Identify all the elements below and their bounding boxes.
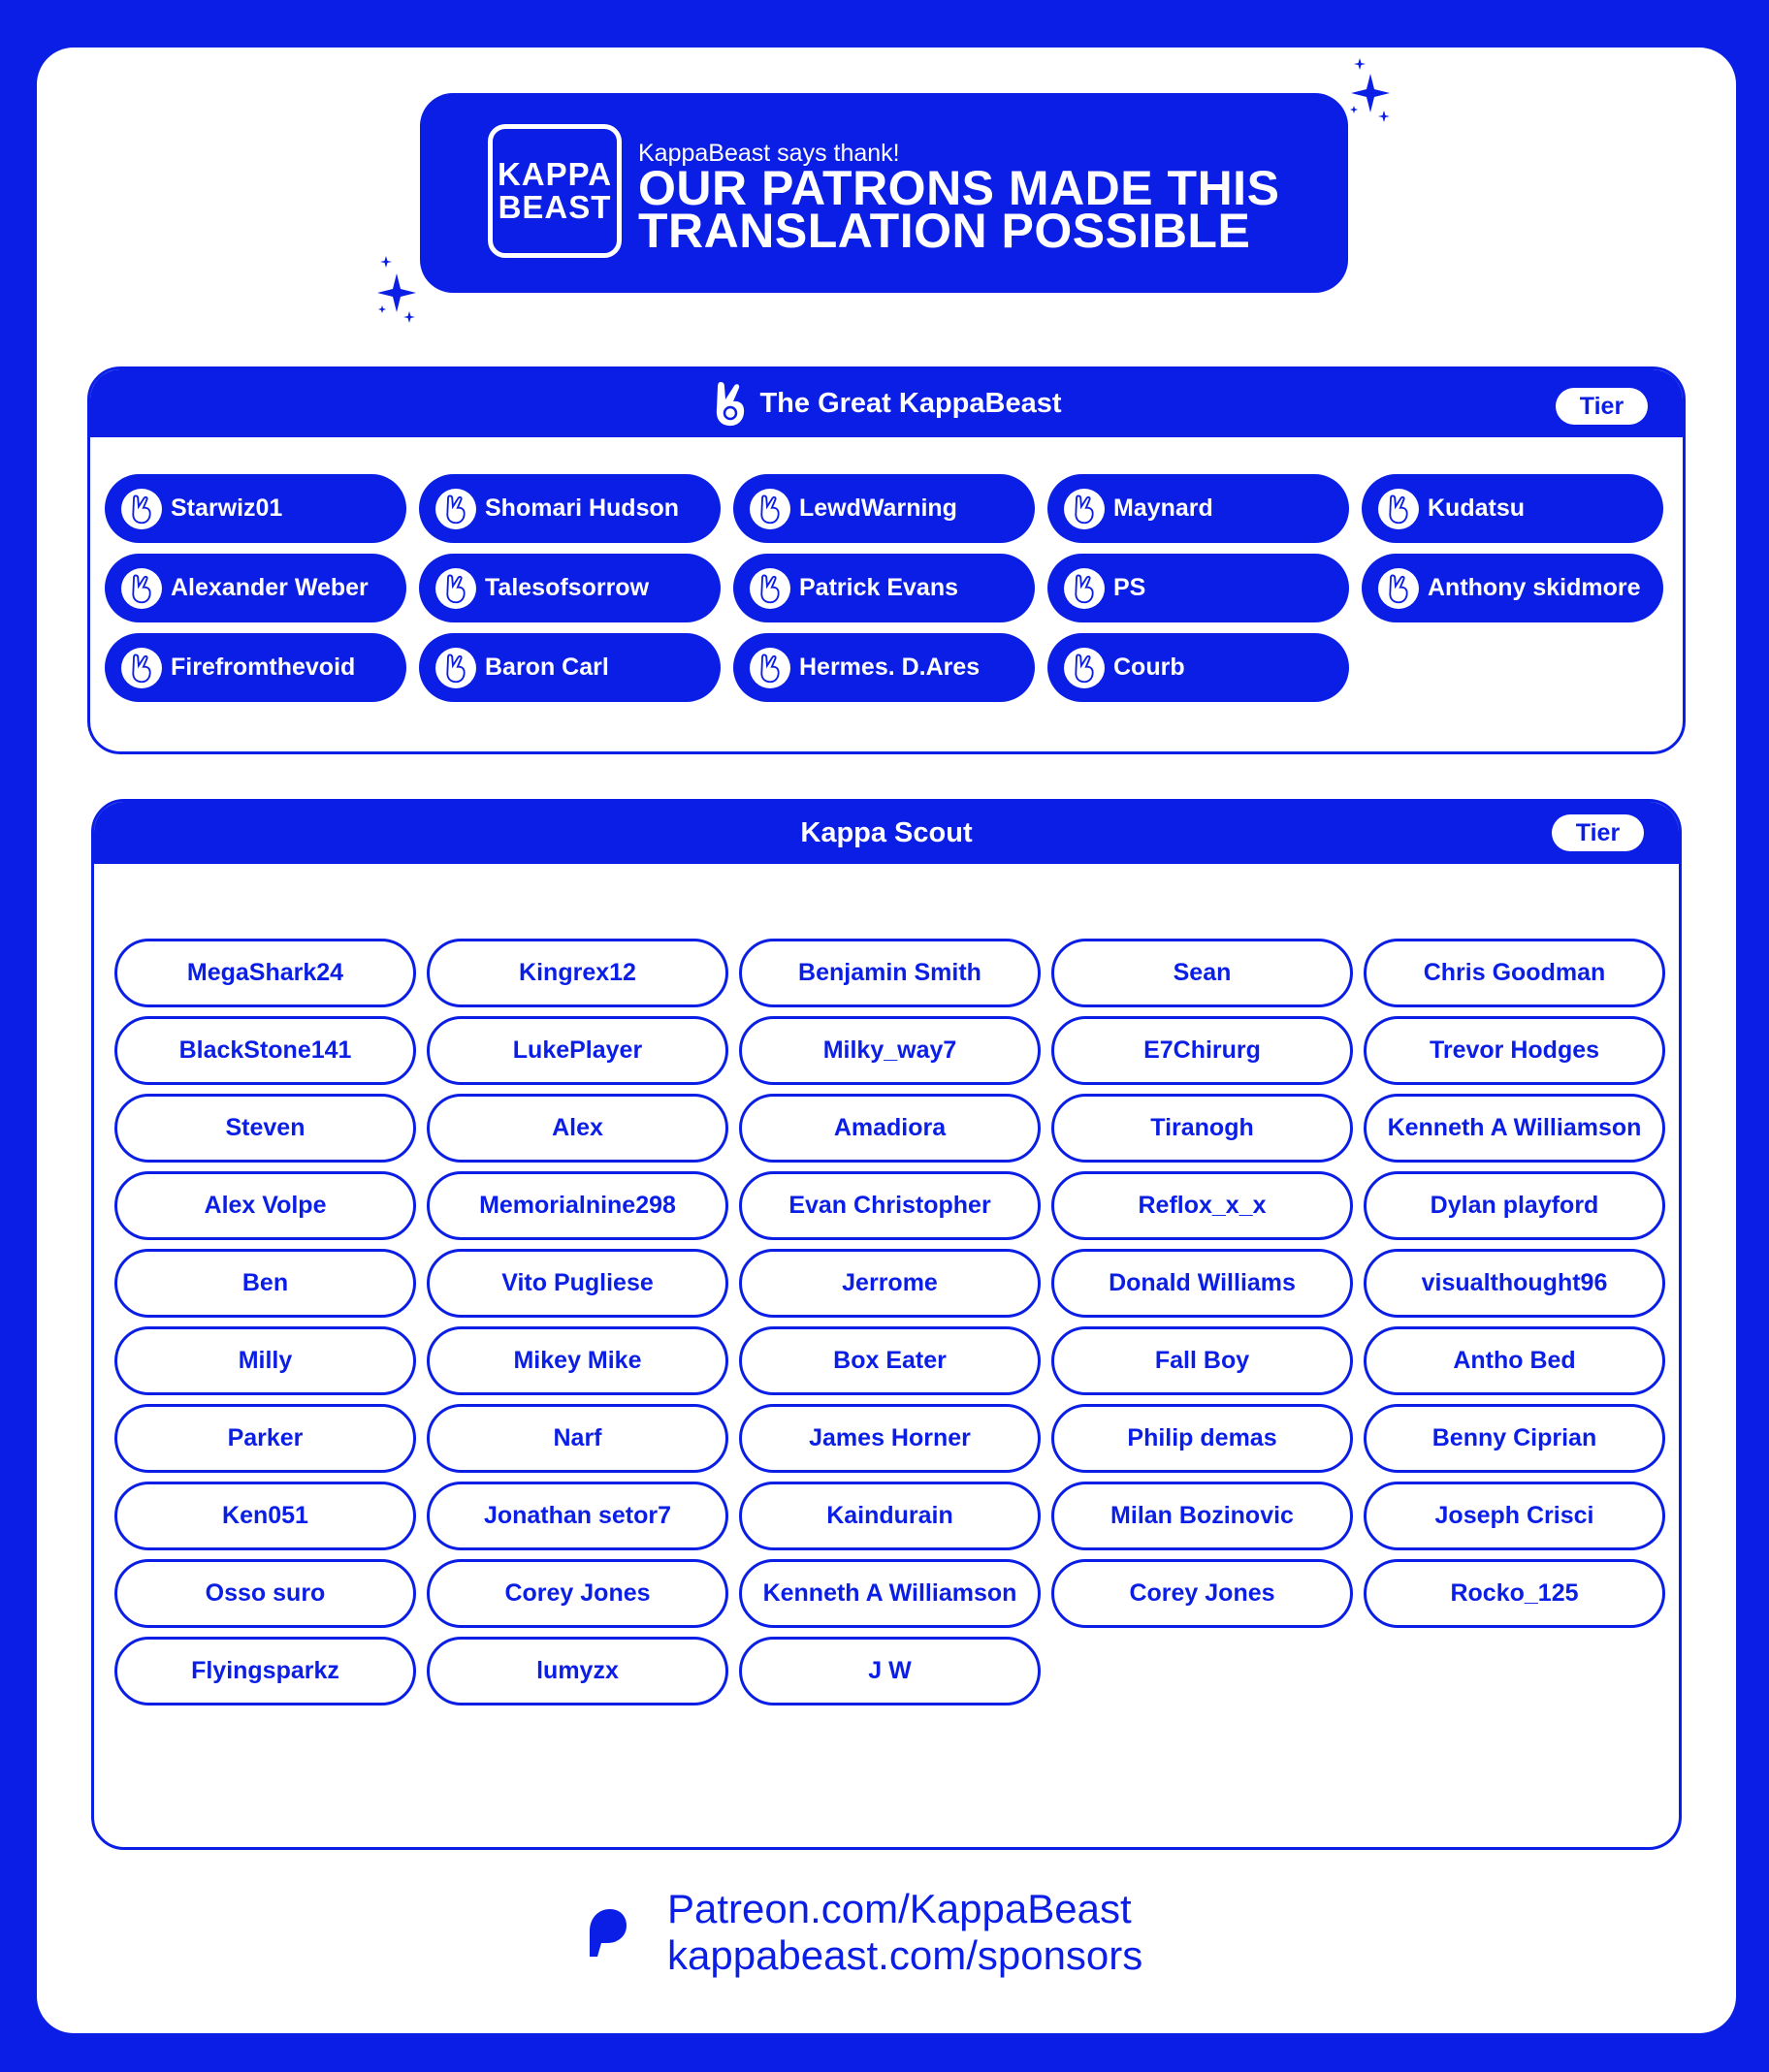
hand-horns-icon [1378, 568, 1419, 609]
header-title-line2: TRANSLATION POSSIBLE [638, 204, 1251, 258]
scout-patron-pill [1364, 1171, 1665, 1240]
hand-horns-icon [435, 489, 476, 529]
hand-horns-icon [121, 568, 162, 609]
scout-tier-header [94, 802, 1679, 864]
scout-patron-pill [1364, 939, 1665, 1007]
tier-badge: Tier [1556, 388, 1648, 425]
footer [586, 1886, 1142, 1979]
great-patron-pill [105, 554, 406, 622]
scout-patron-name: visualthought96 [1421, 1269, 1608, 1296]
scout-patron-name: Tiranogh [1150, 1114, 1254, 1141]
hand-horns-icon [121, 648, 162, 688]
scout-patron-name: Corey Jones [504, 1579, 651, 1607]
scout-patron-name: Reflox_x_x [1138, 1192, 1267, 1219]
scout-patron-name: Kingrex12 [519, 959, 636, 986]
scout-patron-name: Milan Bozinovic [1110, 1502, 1294, 1529]
scout-patron-name: Evan Christopher [788, 1192, 991, 1219]
scout-patron-pill [114, 1094, 416, 1163]
logo-line2: BEAST [498, 189, 612, 225]
great-patron-name: Alexander Weber [171, 574, 369, 601]
scout-patron-pill [1051, 939, 1353, 1007]
scout-patron-pill [427, 1482, 728, 1550]
scout-patron-name: Flyingsparkz [191, 1657, 339, 1684]
header-subtitle: KappaBeast says thank! [638, 140, 900, 167]
patreon-link[interactable]: Patreon.com/KappaBeast [667, 1886, 1132, 1931]
tier-badge: Tier [1552, 814, 1644, 851]
great-patron-pill [1362, 554, 1663, 622]
scout-patron-name: Benny Ciprian [1431, 1424, 1597, 1451]
great-patron-pill [419, 474, 721, 543]
scout-patron-pill [1364, 1326, 1665, 1395]
header-title-line1: OUR PATRONS MADE THIS [638, 161, 1280, 215]
scout-patron-pill [739, 1559, 1041, 1628]
scout-patron-pill [1051, 1559, 1353, 1628]
scout-patron-name: Benjamin Smith [798, 959, 981, 986]
scout-tier-panel [91, 799, 1682, 1850]
scout-patron-pill [427, 1249, 728, 1318]
scout-patron-pill [1364, 1249, 1665, 1318]
scout-patron-pill [114, 1326, 416, 1395]
great-patron-pill [1047, 474, 1349, 543]
scout-patron-pill [114, 1559, 416, 1628]
scout-patron-name: Alex Volpe [204, 1192, 327, 1219]
scout-patron-name: Philip demas [1127, 1424, 1277, 1451]
scout-patron-pill [739, 1016, 1041, 1085]
scout-patron-pill [1364, 1404, 1665, 1473]
header-banner [420, 93, 1348, 293]
scout-patron-pill [1364, 1559, 1665, 1628]
scout-patron-name: Donald Williams [1109, 1269, 1296, 1296]
hand-horns-icon [121, 489, 162, 529]
scout-patron-pill [1364, 1482, 1665, 1550]
hand-horns-icon [750, 648, 790, 688]
great-patron-name: Shomari Hudson [485, 494, 680, 522]
scout-patron-name: Alex [552, 1114, 603, 1141]
great-tier-header [90, 369, 1683, 437]
great-patron-pill [419, 554, 721, 622]
scout-patron-name: Fall Boy [1154, 1347, 1250, 1374]
scout-patron-pill [1364, 1016, 1665, 1085]
great-patron-name: Talesofsorrow [485, 574, 650, 601]
great-patron-pill [1047, 554, 1349, 622]
scout-patron-pill [114, 1637, 416, 1705]
scout-patron-name: LukePlayer [512, 1036, 643, 1064]
scout-patron-pill [739, 1171, 1041, 1240]
hand-horns-icon [1064, 648, 1105, 688]
scout-patron-name: MegaShark24 [186, 959, 344, 986]
hand-horns-icon [435, 648, 476, 688]
scout-patron-pill [739, 1326, 1041, 1395]
great-tier-panel [87, 367, 1686, 754]
great-patron-name: LewdWarning [799, 494, 957, 522]
scout-patron-pill [1051, 1326, 1353, 1395]
scout-tier-title: Kappa Scout [800, 816, 973, 848]
great-patron-pill [419, 633, 721, 702]
scout-patron-pill [739, 1637, 1041, 1705]
hand-horns-icon [750, 568, 790, 609]
scout-patron-name: Amadiora [833, 1114, 947, 1141]
scout-patron-pill [114, 1016, 416, 1085]
scout-patron-name: Chris Goodman [1423, 959, 1606, 986]
great-patron-name: Courb [1113, 653, 1185, 681]
great-patron-name: Starwiz01 [171, 494, 283, 522]
scout-patron-name: Dylan playford [1430, 1192, 1599, 1219]
scout-patron-name: James Horner [809, 1424, 971, 1451]
great-patron-name: Anthony skidmore [1428, 574, 1641, 601]
scout-patron-name: Trevor Hodges [1429, 1036, 1600, 1064]
scout-patron-pill [427, 1404, 728, 1473]
great-patron-pill [733, 554, 1035, 622]
scout-patron-pill [1051, 1094, 1353, 1163]
scout-patron-pill [427, 1326, 728, 1395]
scout-patron-name: Mikey Mike [513, 1347, 642, 1374]
great-patron-pill [733, 474, 1035, 543]
great-patron-pill [105, 474, 406, 543]
footer-links [667, 1886, 1142, 1979]
great-patron-name: Maynard [1113, 494, 1213, 522]
hand-horns-icon [1064, 489, 1105, 529]
sponsors-link[interactable]: kappabeast.com/sponsors [667, 1932, 1143, 1978]
scout-patron-name: Steven [225, 1114, 306, 1141]
header-title [638, 161, 1280, 258]
great-tier-patron-list [105, 474, 1663, 702]
scout-patron-pill [1051, 1016, 1353, 1085]
scout-patron-pill [114, 1249, 416, 1318]
scout-patron-pill [1051, 1404, 1353, 1473]
great-patron-name: Kudatsu [1428, 494, 1525, 522]
scout-patron-pill [1051, 1249, 1353, 1318]
scout-patron-name: Kaindurain [826, 1502, 953, 1529]
scout-patron-pill [1364, 1094, 1665, 1163]
scout-patron-pill [114, 939, 416, 1007]
scout-patron-pill [427, 1094, 728, 1163]
hand-horns-icon [435, 568, 476, 609]
scout-patron-pill [114, 1404, 416, 1473]
scout-patron-name: Box Eater [833, 1347, 947, 1374]
great-tier-title: The Great KappaBeast [759, 387, 1062, 419]
hand-horns-icon [1064, 568, 1105, 609]
scout-patron-name: Vito Pugliese [501, 1269, 654, 1296]
scout-patron-name: lumyzx [536, 1657, 619, 1684]
scout-patron-pill [739, 939, 1041, 1007]
great-patron-name: Baron Carl [485, 653, 609, 681]
scout-patron-pill [427, 1637, 728, 1705]
scout-patron-name: Jerrome [842, 1269, 938, 1296]
great-patron-name: Patrick Evans [799, 574, 958, 601]
scout-patron-name: J W [868, 1657, 912, 1684]
scout-patron-pill [739, 1482, 1041, 1550]
scout-patron-pill [427, 1016, 728, 1085]
scout-patron-name: Kenneth A Williamson [1387, 1114, 1642, 1141]
patreon-icon [586, 1906, 628, 1959]
scout-patron-name: Joseph Crisci [1434, 1502, 1594, 1529]
scout-patron-name: Kenneth A Williamson [762, 1579, 1017, 1607]
scout-patron-name: BlackStone141 [178, 1036, 352, 1064]
scout-patron-name: Ben [241, 1269, 289, 1296]
scout-patron-pill [427, 939, 728, 1007]
scout-patron-name: Jonathan setor7 [483, 1502, 672, 1529]
scout-patron-pill [1051, 1482, 1353, 1550]
hand-horns-icon [1378, 489, 1419, 529]
scout-patron-pill [739, 1094, 1041, 1163]
great-patron-name: PS [1113, 574, 1146, 601]
scout-patron-pill [1051, 1171, 1353, 1240]
hand-horns-icon [750, 489, 790, 529]
scout-patron-name: Antho Bed [1453, 1347, 1576, 1374]
scout-patron-name: E7Chirurg [1143, 1036, 1261, 1064]
scout-patron-pill [739, 1404, 1041, 1473]
scout-tier-patron-list [114, 939, 1665, 1705]
scout-patron-name: Milky_way7 [822, 1036, 957, 1064]
scout-patron-name: Osso suro [205, 1579, 326, 1607]
kappabeast-logo [488, 124, 622, 258]
scout-patron-name: Corey Jones [1129, 1579, 1275, 1607]
great-patron-pill [733, 633, 1035, 702]
scout-patron-name: Narf [553, 1424, 602, 1451]
great-patron-pill [1362, 474, 1663, 543]
scout-patron-pill [427, 1559, 728, 1628]
great-patron-pill [1047, 633, 1349, 702]
scout-patron-name: Memorialnine298 [479, 1192, 676, 1219]
scout-patron-pill [739, 1249, 1041, 1318]
scout-patron-pill [114, 1171, 416, 1240]
scout-patron-pill [114, 1482, 416, 1550]
hand-horns-icon [711, 378, 750, 429]
scout-patron-name: Ken051 [222, 1502, 308, 1529]
scout-patron-name: Milly [238, 1347, 293, 1374]
scout-patron-name: Parker [227, 1424, 304, 1451]
scout-patron-name: Sean [1173, 959, 1232, 986]
logo-line1: KAPPA [497, 156, 613, 192]
great-patron-name: Firefromthevoid [171, 653, 356, 681]
scout-patron-name: Rocko_125 [1450, 1579, 1579, 1607]
scout-patron-pill [427, 1171, 728, 1240]
great-patron-name: Hermes. D.Ares [799, 653, 981, 681]
great-patron-pill [105, 633, 406, 702]
